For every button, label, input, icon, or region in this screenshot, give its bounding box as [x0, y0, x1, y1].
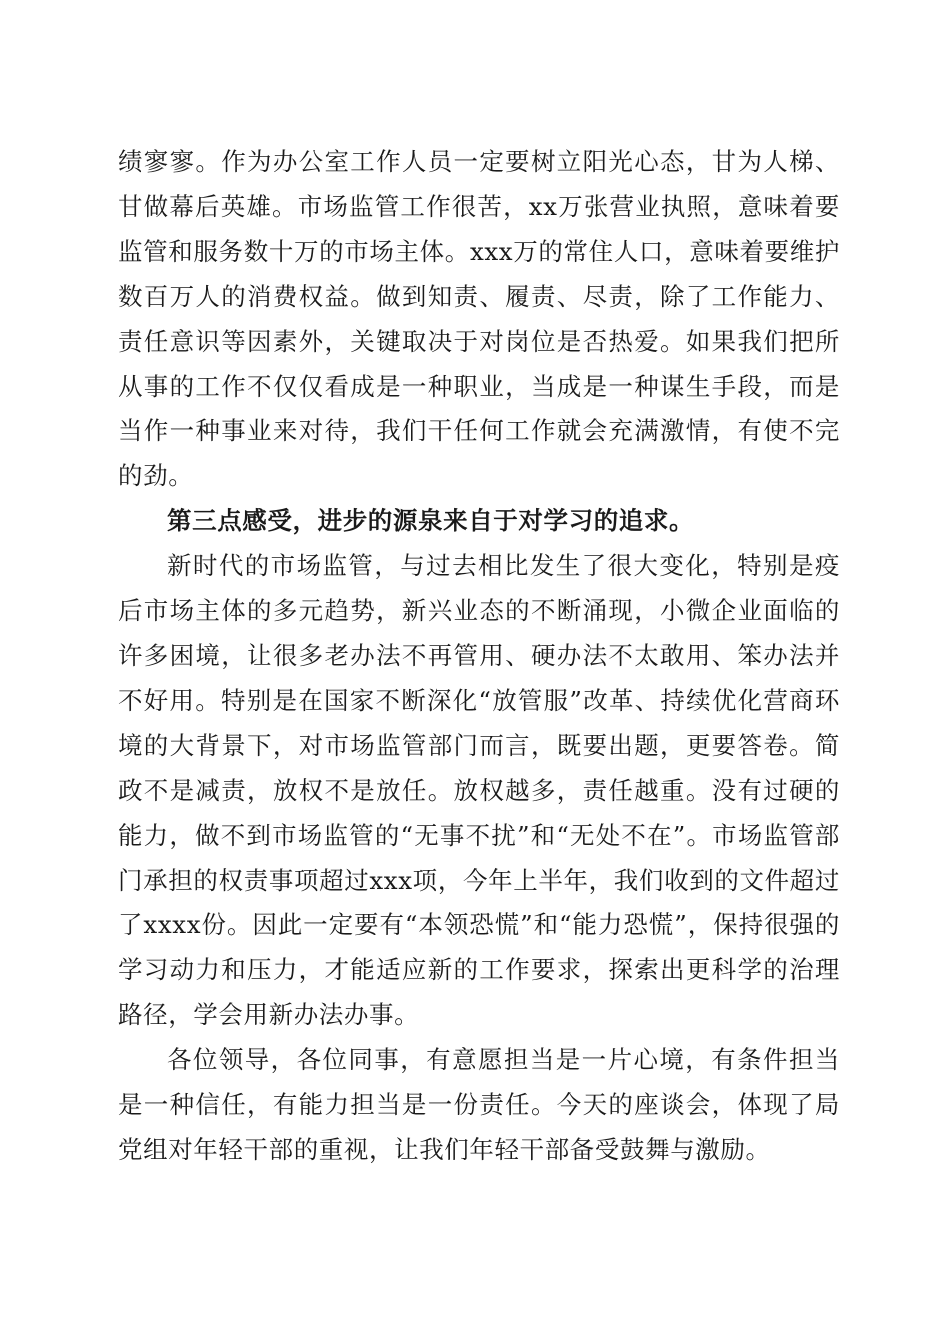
paragraph-closing-remarks: 各位领导，各位同事，有意愿担当是一片心境，有条件担当是一种信任，有能力担当是一份责任。今天的座谈会，体现了局党组对年轻干部的重视，让我们年轻干部备受鼓舞与激励。 — [118, 1045, 840, 1164]
paragraph-market-supervision: 新时代的市场监管，与过去相比发生了很大变化，特别是疫后市场主体的多元趋势，新兴业态的不断涌现，小微企业面临的许多困境，让很多老办法不再管用、硬办法不太敢用、笨办法并不好用。特别是在国家不断深化“放管服”改革、持续优化营商环境的大背景下，对市场监管部门而言，既要出题，更要答卷。简政不是减责，放权不是放任。放权越多，责任越重。没有过硬的能力，做不到市场监管的“无事不扰”和“无处不在”。市场监管部门承担的权责事项超过xxx项，今年上半年，我们收到的文件超过了xxxx份。因此一定要有“本领恐慌”和“能力恐慌”，保持很强的学习动力和压力，才能适应新的工作要求，探索出更科学的治理路径，学会用新办法办事。 — [118, 551, 840, 1030]
section-heading-third-insight: 第三点感受，进步的源泉来自于对学习的追求。 — [167, 506, 695, 536]
paragraph-continuation: 绩寥寥。作为办公室工作人员一定要树立阳光心态，甘为人梯、甘做幕后英雄。市场监管工作很苦，xx万张营业执照，意味着要监管和服务数十万的市场主体。xxx万的常住人口，意味着要维护数百万人的消费权益。做到知责、履责、尽责，除了工作能力、责任意识等因素外，关键取决于对岗位是否热爱。如果我们把所从事的工作不仅仅看成是一种职业，当成是一种谋生手段，而是当作一种事业来对待，我们干任何工作就会充满激情，有使不完的劲。 — [118, 147, 840, 491]
document-page — [118, 140, 840, 1173]
